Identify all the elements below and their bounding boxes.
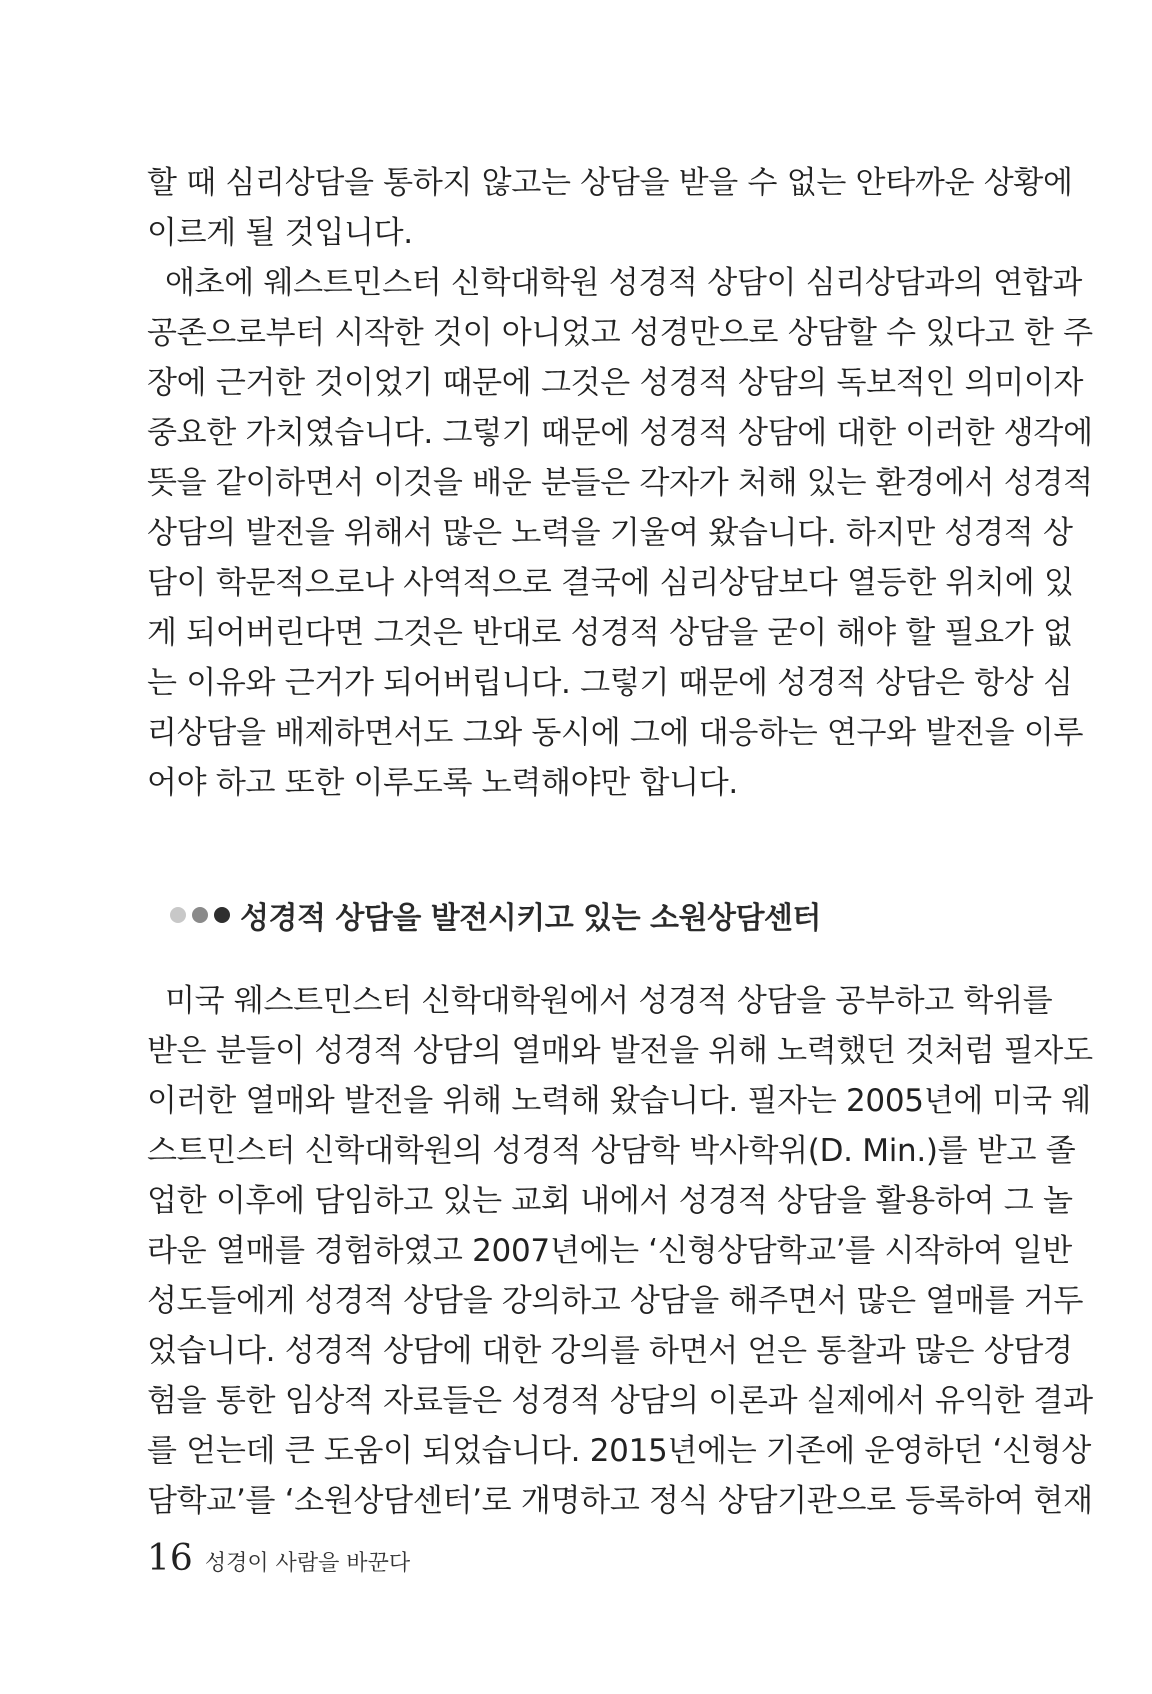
text-line: 어야 하고 또한 이루도록 노력해야만 합니다. xyxy=(147,765,738,801)
section-heading xyxy=(170,890,821,940)
text-line: 담이 학문적으로나 사역적으로 결국에 심리상담보다 열등한 위치에 있 xyxy=(147,565,1074,601)
text-line: 라운 열매를 경험하였고 2007년에는 ‘신형상담학교’를 시작하여 일반 xyxy=(147,1233,1072,1269)
page-footer xyxy=(147,1538,410,1588)
text-line: 를 얻는데 큰 도움이 되었습니다. 2015년에는 기존에 운영하던 ‘신형상 xyxy=(147,1433,1092,1469)
text-line: 애초에 웨스트민스터 신학대학원 성경적 상담이 심리상담과의 연합과 xyxy=(165,265,1083,301)
text-line: 업한 이후에 담임하고 있는 교회 내에서 성경적 상담을 활용하여 그 놀 xyxy=(147,1183,1073,1219)
text-line: 게 되어버린다면 그것은 반대로 성경적 상담을 굳이 해야 할 필요가 없 xyxy=(147,615,1073,651)
text-line: 장에 근거한 것이었기 때문에 그것은 성경적 상담의 독보적인 의미이자 xyxy=(147,365,1084,401)
text-line: 험을 통한 임상적 자료들은 성경적 상담의 이론과 실제에서 유익한 결과 xyxy=(147,1383,1093,1419)
text-line: 리상담을 배제하면서도 그와 동시에 그에 대응하는 연구와 발전을 이루 xyxy=(147,715,1084,751)
text-line: 상담의 발전을 위해서 많은 노력을 기울여 왔습니다. 하지만 성경적 상 xyxy=(147,515,1073,551)
bullet-dark-icon xyxy=(214,907,230,923)
text-line: 중요한 가치였습니다. 그렇기 때문에 성경적 상담에 대한 이러한 생각에 xyxy=(147,415,1093,451)
text-line: 공존으로부터 시작한 것이 아니었고 성경만으로 상담할 수 있다고 한 주 xyxy=(147,315,1093,351)
text-line: 미국 웨스트민스터 신학대학원에서 성경적 상담을 공부하고 학위를 xyxy=(165,983,1053,1019)
section-heading-text: 성경적 상담을 발전시키고 있는 소원상담센터 xyxy=(240,901,821,936)
body-text-top xyxy=(147,158,1093,808)
text-line: 이러한 열매와 발전을 위해 노력해 왔습니다. 필자는 2005년에 미국 웨 xyxy=(147,1083,1092,1119)
text-line: 할 때 심리상담을 통하지 않고는 상담을 받을 수 없는 안타까운 상황에 xyxy=(147,165,1073,201)
bullet-mid-icon xyxy=(192,907,208,923)
text-line: 스트민스터 신학대학원의 성경적 상담학 박사학위(D. Min.)를 받고 졸 xyxy=(147,1133,1076,1169)
body-text-bottom xyxy=(147,976,1093,1526)
text-line: 뜻을 같이하면서 이것을 배운 분들은 각자가 처해 있는 환경에서 성경적 xyxy=(147,465,1093,501)
text-line: 담학교’를 ‘소원상담센터’로 개명하고 정식 상담기관으로 등록하여 현재 xyxy=(147,1483,1093,1519)
page-number: 16 xyxy=(147,1538,193,1579)
text-line: 성도들에게 성경적 상담을 강의하고 상담을 해주면서 많은 열매를 거두 xyxy=(147,1283,1084,1319)
book-title: 성경이 사람을 바꾼다 xyxy=(204,1551,411,1576)
text-line: 었습니다. 성경적 상담에 대한 강의를 하면서 얻은 통찰과 많은 상담경 xyxy=(147,1333,1073,1369)
text-line: 받은 분들이 성경적 상담의 열매와 발전을 위해 노력했던 것처럼 필자도 xyxy=(147,1033,1093,1069)
text-line: 이르게 될 것입니다. xyxy=(147,215,413,251)
text-line: 는 이유와 근거가 되어버립니다. 그렇기 때문에 성경적 상담은 항상 심 xyxy=(147,665,1073,701)
bullet-light-icon xyxy=(170,907,186,923)
